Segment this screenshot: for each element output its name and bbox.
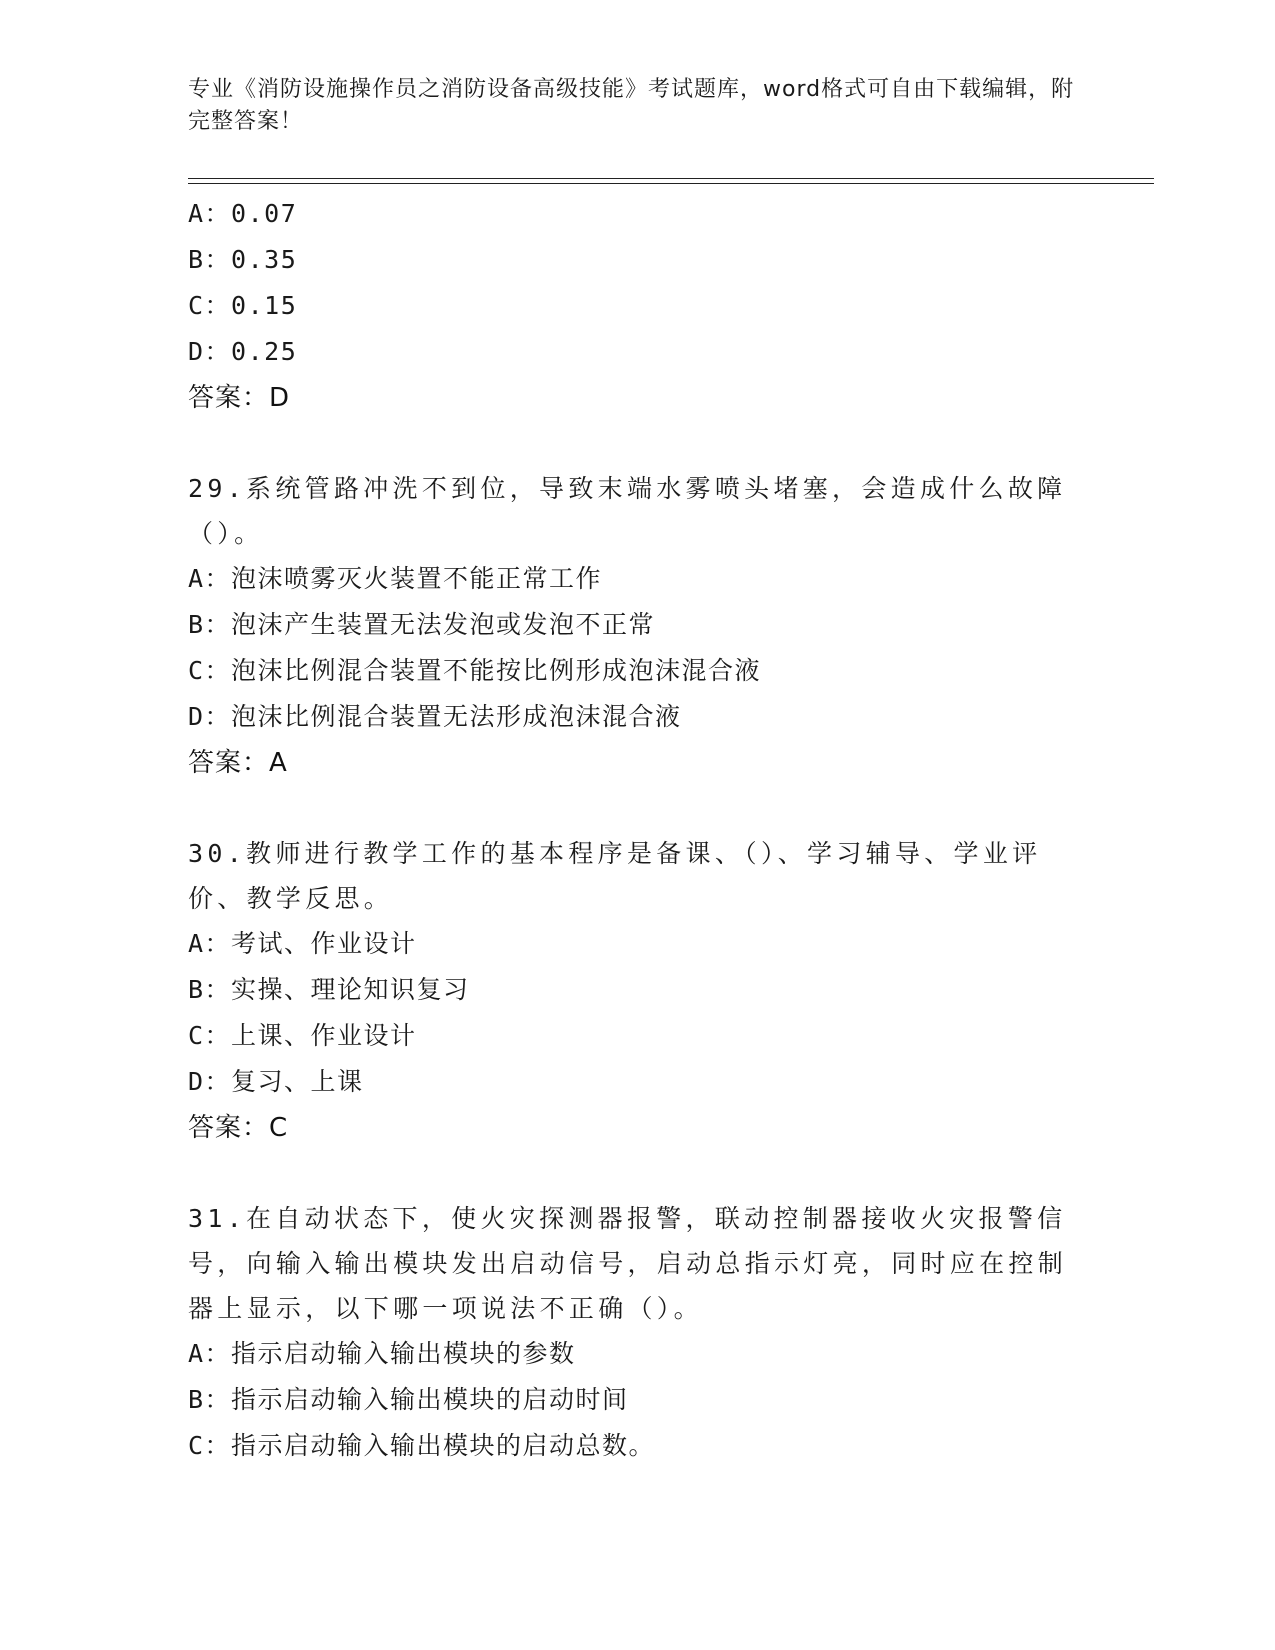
question-text: 29.系统管路冲洗不到位，导致末端水雾喷头堵塞，会造成什么故障（）。 [188,474,1067,548]
option-b: B：指示启动输入输出模块的启动时间 [188,1385,629,1414]
header-divider-double [188,183,1154,184]
option-d: D：复习、上课 [188,1067,364,1096]
answer-label: 答案：C [188,1113,289,1143]
option-c: C：指示启动输入输出模块的启动总数。 [188,1431,656,1460]
question-28 [188,191,1088,421]
option-a: A：指示启动输入输出模块的参数 [188,1339,576,1368]
page-header [188,74,1088,138]
option-b: B：泡沫产生装置无法发泡或发泡不正常 [188,610,656,639]
option-a: A：泡沫喷雾灭火装置不能正常工作 [188,564,603,593]
question-list [188,191,1088,1469]
header-divider [188,178,1154,179]
answer-label: 答案：D [188,383,291,413]
question-30 [188,831,1088,1151]
option-a: A：0.07 [188,199,298,228]
question-text: 31.在自动状态下，使火灾探测器报警，联动控制器接收火灾报警信号，向输入输出模块发出启动信号，启动总指示灯亮，同时应在控制器上显示，以下哪一项说法不正确（）。 [188,1204,1068,1323]
answer-label: 答案：A [188,748,288,778]
header-title: 专业《消防设施操作员之消防设备高级技能》考试题库，word格式可自由下载编辑，附完整答案！ [188,77,1075,134]
question-29 [188,466,1088,786]
option-b: B：0.35 [188,245,298,274]
option-c: C：泡沫比例混合装置不能按比例形成泡沫混合液 [188,656,762,685]
option-d: D：泡沫比例混合装置无法形成泡沫混合液 [188,702,682,731]
option-c: C：0.15 [188,291,298,320]
option-d: D：0.25 [188,337,298,366]
option-c: C：上课、作业设计 [188,1021,417,1050]
option-b: B：实操、理论知识复习 [188,975,470,1004]
question-text: 30.教师进行教学工作的基本程序是备课、（）、学习辅导、学业评价、教学反思。 [188,839,1042,913]
option-a: A：考试、作业设计 [188,929,417,958]
question-31 [188,1196,1088,1469]
